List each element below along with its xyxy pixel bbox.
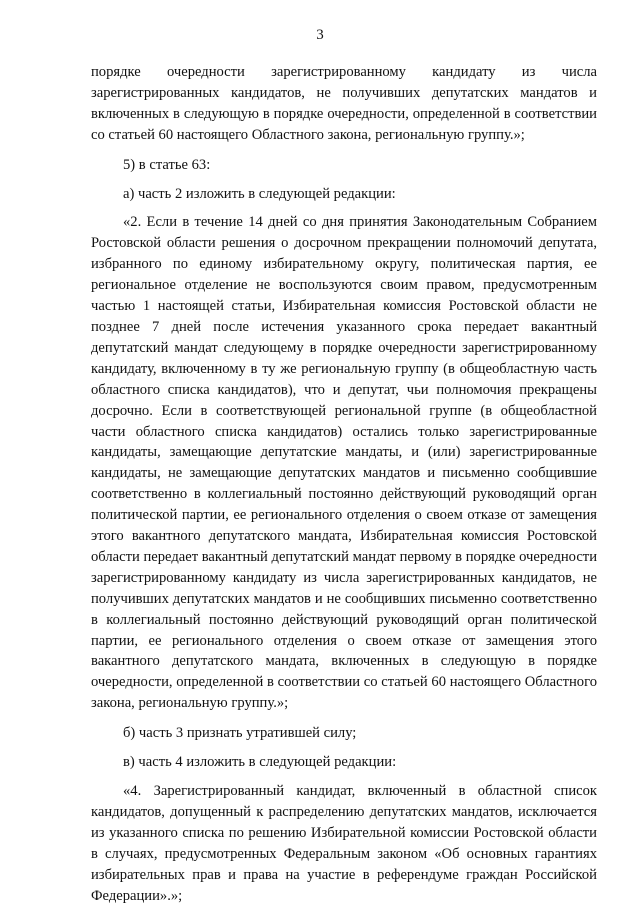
document-body — [91, 62, 597, 906]
page-number: 3 — [316, 27, 324, 43]
paragraph-part-4-heading: в) часть 4 изложить в следующей редакции: — [123, 754, 397, 771]
paragraph-continuation: порядке очередности зарегистрированному кандидату из числа зарегистрированных кандидатов, не получивших депутатских мандатов и включенных в следующую в порядке очередности, определенной в соответствии со статьей 60 настоящего Областного закона, региональную группу.»; — [91, 64, 597, 143]
paragraph-part-4-text: «4. Зарегистрированный кандидат, включенный в областной список кандидатов, допущенный к распределению депутатских мандатов, исключается из указанного списка по решению Избирательной комиссии Ростовской области в случаях, предусмотренных Федеральным законом «Об основных гарантиях избирательных прав и права на участие в референдуме граждан Российской Федерации».»; — [91, 783, 597, 904]
paragraph-part-2-text: «2. Если в течение 14 дней со дня принятия Законодательным Собранием Ростовской области решения о досрочном прекращении полномочий депутата, избранного по единому избирательному округу, политическая партия, ее региональное отделение не воспользуются своим правом, предусмотренным частью 1 настоящей статьи, Избирательная комиссия Ростовской области не позднее 7 дней после истечения указанного срока передает вакантный депутатский мандат следующему в порядке очередности зарегистрированному кандидату, включенному в ту же региональную группу (в общеобластную часть областного списка кандидатов), что и депутат, чьи полномочия прекращены досрочно. Если в соответствующей региональной группе (в общеобластной части областного списка кандидатов) остались только зарегистрированные кандидаты, замещающие депутатские мандаты, и (или) зарегистрированные кандидаты, не замещающие депутатских мандатов и письменно сообщившие соответственно в коллегиальный постоянно действующий руководящий орган политической партии, ее регионального отделения о своем отказе от замещения этого вакантного депутатского мандата, Избирательная комиссия Ростовской области передает вакантный депутатский мандат первому в порядке очередности зарегистрированному кандидату из числа зарегистрированных кандидатов, не получивших депутатских мандатов и не сообщивших письменно соответственно в коллегиальный постоянно действующий руководящий орган политической партии, ее регионального отделения о своем отказе от замещения этого вакантного депутатского мандата, включенных в следующую в порядке очередности, определенной в соответствии со статьей 60 настоящего Областного закона, региональную группу.»; — [91, 214, 597, 712]
paragraph-part-2-heading: а) часть 2 изложить в следующей редакции: — [123, 185, 396, 202]
paragraph-article-63: 5) в статье 63: — [123, 156, 211, 173]
paragraph-part-3: б) часть 3 признать утратившей силу; — [123, 725, 357, 742]
